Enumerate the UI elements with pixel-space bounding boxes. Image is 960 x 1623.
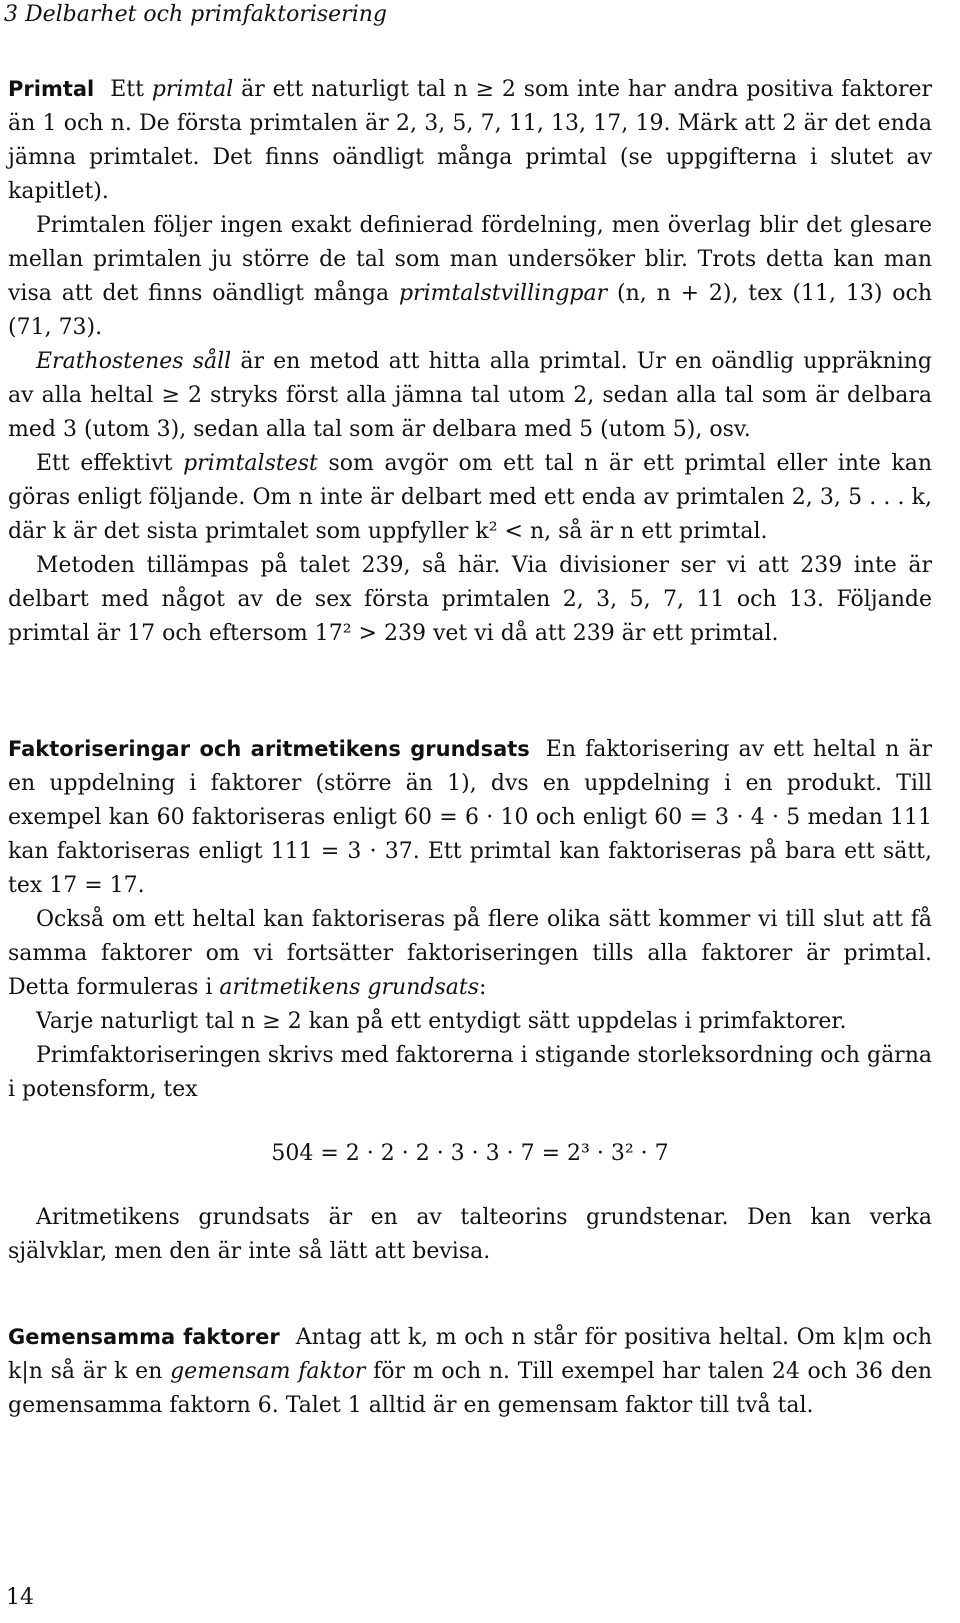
term-gemensam-faktor: gemensam faktor <box>170 1359 366 1384</box>
text-run: Primtalen följer ingen exakt definierad fördelning, men överlag blir det glesare mellan primtalen ju större de tal som man undersöker blir. Trots detta kan man visa att det finns oändligt många <box>8 213 932 306</box>
section-faktorisering <box>8 732 932 1269</box>
display-equation: 504 = 2 · 2 · 2 · 3 · 3 · 7 = 2³ · 3² · 7 <box>271 1141 669 1166</box>
text-run: Ett effektivt <box>36 451 184 476</box>
text-run: Ett <box>110 77 152 102</box>
grundsats-statement: Varje naturligt tal n ≥ 2 kan på ett entydigt sätt uppdelas i primfaktorer. <box>36 1009 847 1034</box>
text-run: Antag att k, m och n står för positiva heltal. Om k|m och k|n så är k en <box>8 1325 932 1384</box>
section-primtal <box>8 72 932 651</box>
text-run: : <box>479 975 487 1000</box>
text-run: är en metod att hitta alla primtal. Ur en oändlig uppräkning av alla heltal ≥ 2 stryks först alla jämna tal utom 2, sedan alla tal som är delbara med 3 (utom 3), sedan alla tal som är delbara med 5 (utom 5), osv. <box>8 349 932 442</box>
gemensamma-paragraph-1 <box>8 1320 932 1423</box>
term-primtalstvillingpar: primtalstvillingpar <box>398 281 608 306</box>
text-run: är ett naturligt tal n ≥ 2 som inte har andra positiva faktorer än 1 och n. De första primtalen är 2, 3, 5, 7, 11, 13, 17, 19. Märk att 2 är det enda jämna primtalet. Det finns oändligt många primtal (se uppgifterna i slutet av kapitlet). <box>8 77 932 204</box>
term-aritmetikens-grundsats: aritmetikens grundsats <box>219 975 480 1000</box>
primtal-paragraph-2 <box>8 209 932 345</box>
section-heading-faktorisering: Faktoriseringar och aritmetikens grundsats <box>8 737 530 761</box>
text-run: (n, n + 2), tex (11, 13) och (71, 73). <box>8 281 932 340</box>
faktorisering-paragraph-5: Aritmetikens grundsats är en av talteorins grundstenar. Den kan verka självklar, men den är inte så lätt att bevisa. <box>8 1205 932 1264</box>
primtal-paragraph-5: Metoden tillämpas på talet 239, så här. Via divisioner ser vi att 239 inte är delbart med något av de sex första primtalen 2, 3, 5, 7, 11 och 13. Följande primtal är 17 och eftersom 17² > 239 vet vi då att 239 är ett primtal. <box>8 553 932 646</box>
text-run: En faktorisering av ett heltal n är en uppdelning i faktorer (större än 1), dvs en uppdelning i en produkt. Till exempel kan 60 faktoriseras enligt 60 = 6 · 10 och enligt 60 = 3 · 4 · 5 medan 111 kan faktoriseras enligt 111 = 3 · 37. Ett primtal kan faktoriseras på bara ett sätt, tex 17 = 17. <box>8 737 932 898</box>
section-gemensamma <box>8 1320 932 1423</box>
faktorisering-paragraph-2 <box>8 903 932 1005</box>
text-run: Också om ett heltal kan faktoriseras på flere olika sätt kommer vi till slut att få samma faktorer om vi fortsätter faktoriseringen tills alla faktorer är primtal. Detta formuleras i <box>8 907 932 1000</box>
faktorisering-paragraph-4: Primfaktoriseringen skrivs med faktorerna i stigande storleksordning och gärna i potensform, tex <box>8 1043 932 1102</box>
faktorisering-paragraph-1 <box>8 732 932 903</box>
page-number: 14 <box>6 1585 34 1610</box>
primtal-paragraph-1 <box>8 72 932 209</box>
section-heading-gemensamma: Gemensamma faktorer <box>8 1325 280 1349</box>
running-header: 3 Delbarhet och primfaktorisering <box>4 2 387 27</box>
text-run: för m och n. Till exempel har talen 24 och 36 den gemensamma faktorn 6. Talet 1 alltid är en gemensam faktor till två tal. <box>8 1359 932 1418</box>
section-heading-primtal: Primtal <box>8 77 95 101</box>
text-run: som avgör om ett tal n är ett primtal eller inte kan göras enligt följande. Om n inte är delbart med ett enda av primtalen 2, 3, 5 . . . k, där k är det sista primtalet som uppfyller k² < n, så är n ett primtal. <box>8 451 932 544</box>
term-primtal: primtal <box>151 77 234 102</box>
primtal-paragraph-4 <box>8 447 932 549</box>
term-primtalstest: primtalstest <box>183 451 318 476</box>
term-erathostenes: Erathostenes såll <box>36 349 232 374</box>
primtal-paragraph-3 <box>8 345 932 447</box>
